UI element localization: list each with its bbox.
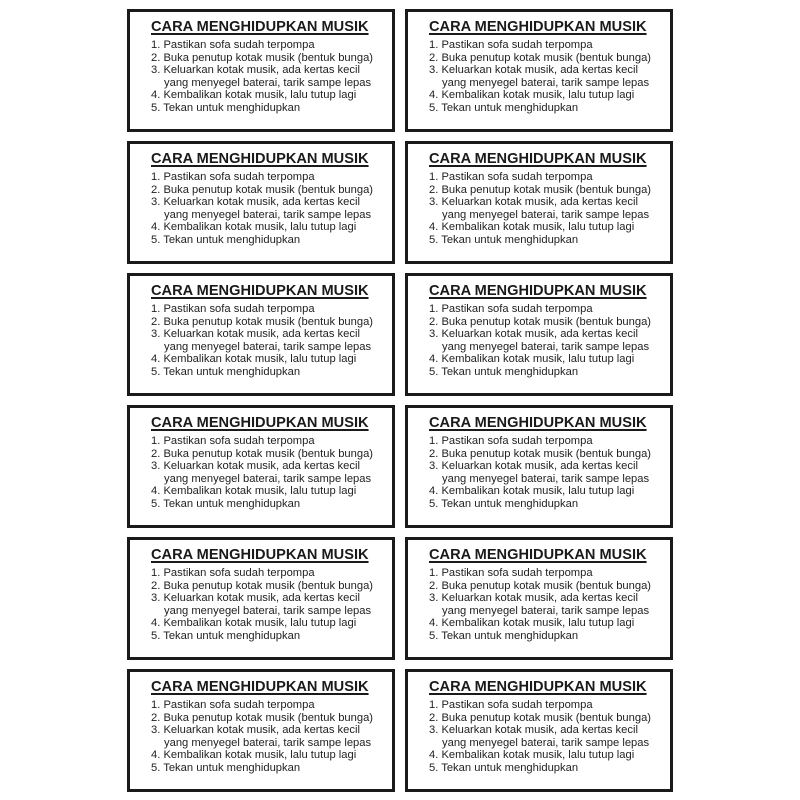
step-1: 1. Pastikan sofa sudah terpompa: [429, 171, 593, 183]
steps-list: [151, 303, 392, 378]
step-2: 2. Buka penutup kotak musik (bentuk bunga): [429, 51, 652, 64]
instruction-card: [405, 9, 673, 132]
step-2: 2. Buka penutup kotak musik (bentuk bunga): [151, 315, 374, 328]
step-4: 4. Kembalikan kotak musik, lalu tutup lagi: [151, 485, 357, 497]
step-3: 3. Keluarkan kotak musik, ada kertas kecil: [151, 196, 360, 208]
step-2: 2. Buka penutup kotak musik (bentuk bunga): [151, 183, 374, 196]
step-3: 3. Keluarkan kotak musik, ada kertas kecil: [151, 460, 360, 472]
step-1: 1. Pastikan sofa sudah terpompa: [429, 435, 593, 447]
step-1: 1. Pastikan sofa sudah terpompa: [429, 567, 593, 579]
step-3: 3. Keluarkan kotak musik, ada kertas kecil: [429, 328, 638, 340]
label-grid: [127, 9, 673, 792]
card-title: CARA MENGHIDUPKAN MUSIK: [429, 679, 647, 695]
step-4: 4. Kembalikan kotak musik, lalu tutup lagi: [429, 617, 635, 629]
steps-list: [151, 435, 392, 510]
instruction-card: [405, 537, 673, 660]
step-5: 5. Tekan untuk menghidupkan: [429, 497, 579, 510]
step-3-continued: yang menyegel baterai, tarik sampe lepas: [442, 604, 650, 617]
step-3: 3. Keluarkan kotak musik, ada kertas kecil: [151, 64, 360, 76]
instruction-card: [405, 273, 673, 396]
step-4: 4. Kembalikan kotak musik, lalu tutup lagi: [429, 485, 635, 497]
step-2: 2. Buka penutup kotak musik (bentuk bunga): [151, 711, 374, 724]
step-3: 3. Keluarkan kotak musik, ada kertas kecil: [429, 64, 638, 76]
card-title: CARA MENGHIDUPKAN MUSIK: [151, 19, 369, 35]
steps-list: [151, 567, 392, 642]
step-3-continued: yang menyegel baterai, tarik sampe lepas: [442, 340, 650, 353]
step-1: 1. Pastikan sofa sudah terpompa: [151, 567, 315, 579]
step-5: 5. Tekan untuk menghidupkan: [151, 233, 301, 246]
card-title: CARA MENGHIDUPKAN MUSIK: [429, 547, 647, 563]
step-3-continued: yang menyegel baterai, tarik sampe lepas: [164, 208, 372, 221]
step-3-continued: yang menyegel baterai, tarik sampe lepas: [442, 736, 650, 749]
step-3-continued: yang menyegel baterai, tarik sampe lepas: [164, 472, 372, 485]
step-4: 4. Kembalikan kotak musik, lalu tutup lagi: [429, 89, 635, 101]
card-title: CARA MENGHIDUPKAN MUSIK: [429, 19, 647, 35]
step-3: 3. Keluarkan kotak musik, ada kertas kecil: [151, 724, 360, 736]
step-5: 5. Tekan untuk menghidupkan: [151, 101, 301, 114]
step-1: 1. Pastikan sofa sudah terpompa: [151, 435, 315, 447]
step-3: 3. Keluarkan kotak musik, ada kertas kecil: [429, 196, 638, 208]
steps-list: [151, 699, 392, 774]
step-5: 5. Tekan untuk menghidupkan: [429, 761, 579, 774]
step-1: 1. Pastikan sofa sudah terpompa: [429, 303, 593, 315]
step-3-continued: yang menyegel baterai, tarik sampe lepas: [442, 208, 650, 221]
instruction-card: [127, 273, 395, 396]
step-3-continued: yang menyegel baterai, tarik sampe lepas: [164, 736, 372, 749]
step-4: 4. Kembalikan kotak musik, lalu tutup lagi: [429, 221, 635, 233]
steps-list: [429, 39, 670, 114]
card-title: CARA MENGHIDUPKAN MUSIK: [151, 415, 369, 431]
step-1: 1. Pastikan sofa sudah terpompa: [151, 171, 315, 183]
step-2: 2. Buka penutup kotak musik (bentuk bunga): [429, 711, 652, 724]
step-3-continued: yang menyegel baterai, tarik sampe lepas: [164, 604, 372, 617]
step-2: 2. Buka penutup kotak musik (bentuk bunga): [151, 579, 374, 592]
step-2: 2. Buka penutup kotak musik (bentuk bunga): [151, 51, 374, 64]
step-4: 4. Kembalikan kotak musik, lalu tutup lagi: [151, 221, 357, 233]
step-1: 1. Pastikan sofa sudah terpompa: [151, 39, 315, 51]
step-5: 5. Tekan untuk menghidupkan: [429, 365, 579, 378]
step-3-continued: yang menyegel baterai, tarik sampe lepas: [164, 76, 372, 89]
step-5: 5. Tekan untuk menghidupkan: [429, 629, 579, 642]
step-5: 5. Tekan untuk menghidupkan: [151, 761, 301, 774]
step-3-continued: yang menyegel baterai, tarik sampe lepas: [442, 76, 650, 89]
step-5: 5. Tekan untuk menghidupkan: [429, 233, 579, 246]
card-title: CARA MENGHIDUPKAN MUSIK: [151, 283, 369, 299]
card-title: CARA MENGHIDUPKAN MUSIK: [429, 415, 647, 431]
step-4: 4. Kembalikan kotak musik, lalu tutup lagi: [151, 353, 357, 365]
steps-list: [429, 171, 670, 246]
step-3-continued: yang menyegel baterai, tarik sampe lepas: [442, 472, 650, 485]
step-3: 3. Keluarkan kotak musik, ada kertas kecil: [429, 724, 638, 736]
instruction-card: [127, 9, 395, 132]
step-1: 1. Pastikan sofa sudah terpompa: [151, 699, 315, 711]
card-title: CARA MENGHIDUPKAN MUSIK: [429, 151, 647, 167]
step-2: 2. Buka penutup kotak musik (bentuk bunga): [429, 315, 652, 328]
card-title: CARA MENGHIDUPKAN MUSIK: [429, 283, 647, 299]
step-5: 5. Tekan untuk menghidupkan: [151, 497, 301, 510]
instruction-card: [127, 141, 395, 264]
instruction-card: [405, 669, 673, 792]
step-4: 4. Kembalikan kotak musik, lalu tutup lagi: [151, 749, 357, 761]
step-1: 1. Pastikan sofa sudah terpompa: [429, 699, 593, 711]
card-title: CARA MENGHIDUPKAN MUSIK: [151, 547, 369, 563]
step-2: 2. Buka penutup kotak musik (bentuk bunga): [429, 447, 652, 460]
step-3: 3. Keluarkan kotak musik, ada kertas kecil: [151, 328, 360, 340]
instruction-card: [127, 537, 395, 660]
steps-list: [151, 39, 392, 114]
step-4: 4. Kembalikan kotak musik, lalu tutup lagi: [151, 89, 357, 101]
step-4: 4. Kembalikan kotak musik, lalu tutup lagi: [151, 617, 357, 629]
step-1: 1. Pastikan sofa sudah terpompa: [429, 39, 593, 51]
instruction-card: [405, 405, 673, 528]
card-title: CARA MENGHIDUPKAN MUSIK: [151, 679, 369, 695]
step-1: 1. Pastikan sofa sudah terpompa: [151, 303, 315, 315]
steps-list: [151, 171, 392, 246]
instruction-card: [405, 141, 673, 264]
instruction-card: [127, 669, 395, 792]
steps-list: [429, 567, 670, 642]
step-2: 2. Buka penutup kotak musik (bentuk bunga): [429, 579, 652, 592]
step-4: 4. Kembalikan kotak musik, lalu tutup lagi: [429, 353, 635, 365]
step-5: 5. Tekan untuk menghidupkan: [151, 365, 301, 378]
card-title: CARA MENGHIDUPKAN MUSIK: [151, 151, 369, 167]
step-3: 3. Keluarkan kotak musik, ada kertas kecil: [429, 592, 638, 604]
instruction-card: [127, 405, 395, 528]
steps-list: [429, 699, 670, 774]
step-2: 2. Buka penutup kotak musik (bentuk bunga): [429, 183, 652, 196]
step-4: 4. Kembalikan kotak musik, lalu tutup lagi: [429, 749, 635, 761]
step-5: 5. Tekan untuk menghidupkan: [151, 629, 301, 642]
step-3: 3. Keluarkan kotak musik, ada kertas kecil: [151, 592, 360, 604]
step-3-continued: yang menyegel baterai, tarik sampe lepas: [164, 340, 372, 353]
steps-list: [429, 303, 670, 378]
steps-list: [429, 435, 670, 510]
step-5: 5. Tekan untuk menghidupkan: [429, 101, 579, 114]
step-3: 3. Keluarkan kotak musik, ada kertas kecil: [429, 460, 638, 472]
step-2: 2. Buka penutup kotak musik (bentuk bunga): [151, 447, 374, 460]
